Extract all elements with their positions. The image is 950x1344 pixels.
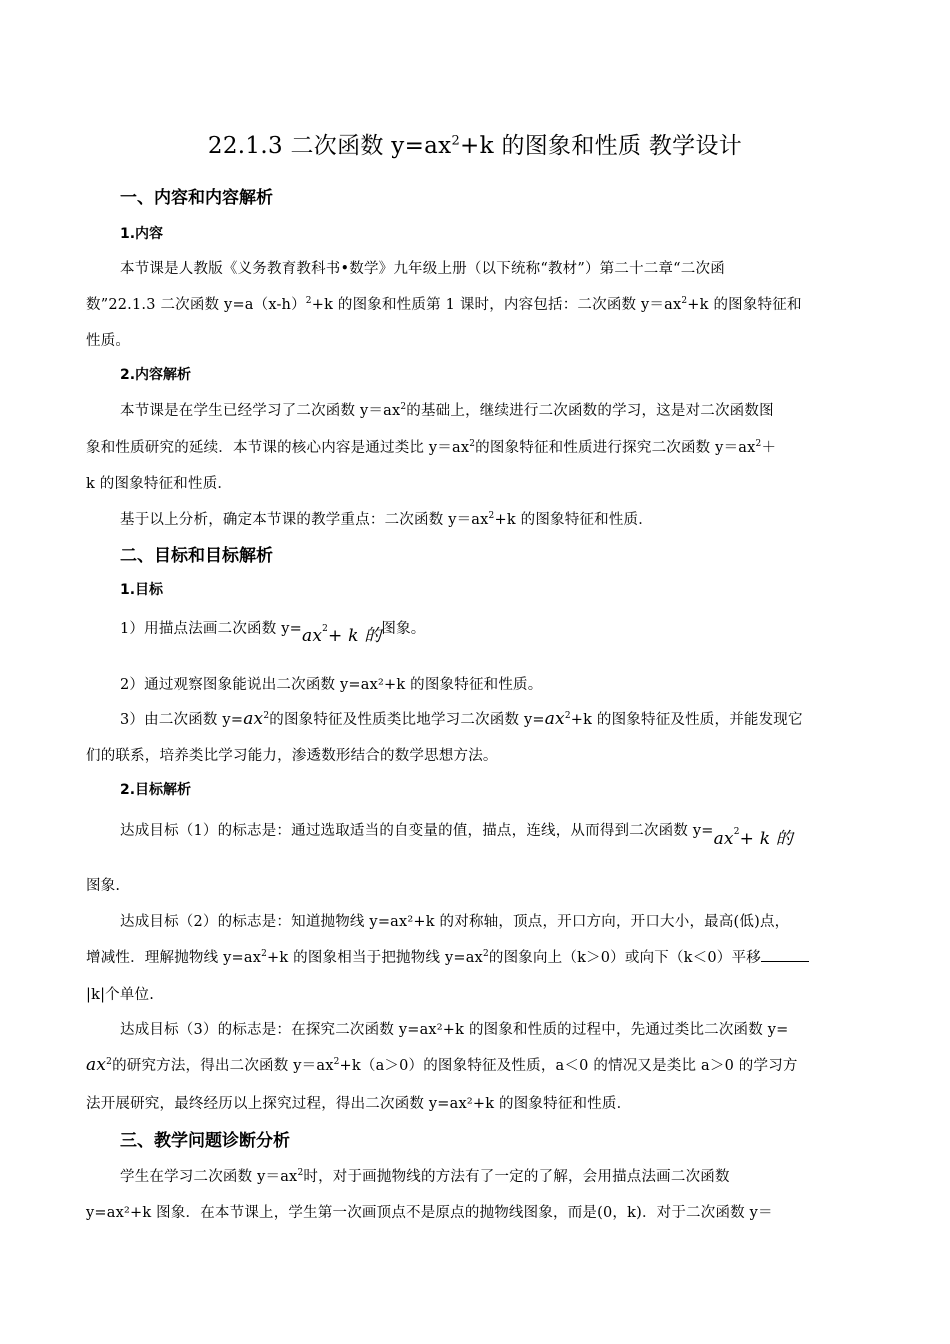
paragraph-line: 学生在学习二次函数 $y=ax^2$时，对于画抛物线的方法有了一定的了解，会用描点法画二次函数 bbox=[120, 1168, 730, 1185]
paragraph-line: 象和性质研究的延续．本节课的核心内容是通过类比 $y=ax^2$的图象特征和性质进行探究二次函数 $y=ax^2+$ bbox=[86, 439, 777, 456]
page-title: 22.1.3 二次函数 $y=ax^2+k$ 的图象和性质 教学设计 bbox=[207, 133, 743, 159]
subheading-goals: 1.目标 bbox=[120, 582, 164, 598]
paragraph-line: 们的联系，培养类比学习能力，渗透数形结合的数学思想方法。 bbox=[86, 748, 498, 764]
paragraph-line: |k|个单位. bbox=[86, 987, 155, 1003]
paragraph-line: 达成目标（3）的标志是：在探究二次函数 y=ax²+k 的图象和性质的过程中，先通过类比二次函数 y= bbox=[120, 1022, 789, 1038]
fill-in-blank bbox=[761, 947, 809, 962]
paragraph-line: 图象. bbox=[86, 878, 121, 894]
paragraph-line: 性质。 bbox=[86, 333, 131, 349]
paragraph-line: 基于以上分析，确定本节课的教学重点：二次函数 $y=ax^2+k$ 的图象特征和性质． bbox=[120, 511, 653, 528]
paragraph-line: $ax^2$的研究方法，得出二次函数 $y=ax^2+k(a>0)$的图象特征及性质，a＜0 的情况又是类比 a＞0 的学习方 bbox=[86, 1055, 798, 1075]
paragraph-line: 数”22.1.3 二次函数 $y=a(x-h)^2+k$ 的图象和性质第 1 课时，内容包括：二次函数 $y=ax^2+k$ 的图象特征和 bbox=[86, 296, 802, 313]
paragraph-line: 本节课是在学生已经学习了二次函数 $y=ax^2$的基础上，继续进行二次函数的学习，这是对二次函数图 bbox=[120, 402, 774, 419]
goal-item-2: 2）通过观察图象能说出二次函数 y=ax²+k 的图象特征和性质。 bbox=[120, 677, 543, 693]
subheading-content-analysis: 2.内容解析 bbox=[120, 367, 192, 383]
paragraph-line: 达成目标（2）的标志是：知道抛物线 y=ax²+k 的对称轴，顶点，开口方向，开口大小，最高(低)点， bbox=[120, 914, 790, 930]
section-heading-3: 三、教学问题诊断分析 bbox=[120, 1131, 290, 1151]
paragraph-line: y=ax²+k 图象．在本节课上，学生第一次画顶点不是原点的抛物线图象，而是(0，k)．对于二次函数 y＝ bbox=[86, 1205, 773, 1221]
paragraph-line: 达成目标（1）的标志是：通过选取适当的自变量的值，描点，连线，从而得到二次函数 $y=ax^2+ k$ 的 bbox=[120, 823, 793, 849]
subheading-goal-analysis: 2.目标解析 bbox=[120, 782, 192, 798]
paragraph-line: k 的图象特征和性质． bbox=[86, 476, 233, 492]
goal-item-1: 1）用描点法画二次函数 $y=ax^2+ k$ 的图象。 bbox=[120, 621, 426, 646]
section-heading-2: 二、目标和目标解析 bbox=[120, 546, 273, 566]
paragraph-line: 法开展研究，最终经历以上探究过程，得出二次函数 y=ax²+k 的图象特征和性质． bbox=[86, 1096, 632, 1112]
section-heading-1: 一、内容和内容解析 bbox=[120, 188, 273, 208]
goal-item-3: 3）由二次函数 $y=ax^2$的图象特征及性质类比地学习二次函数 $y=ax^2+k$ 的图象特征及性质，并能发现它 bbox=[120, 709, 803, 729]
paragraph-line: 增减性．理解抛物线 $y=ax^2+k$ 的图象相当于把抛物线 $y=ax^2$的图象向上（k＞0）或向下（k＜0）平移 bbox=[86, 946, 809, 967]
paragraph-line: 本节课是人教版《义务教育教科书•数学》九年级上册（以下统称“教材”）第二十二章“二次函 bbox=[120, 261, 725, 277]
subheading-content: 1.内容 bbox=[120, 226, 164, 242]
